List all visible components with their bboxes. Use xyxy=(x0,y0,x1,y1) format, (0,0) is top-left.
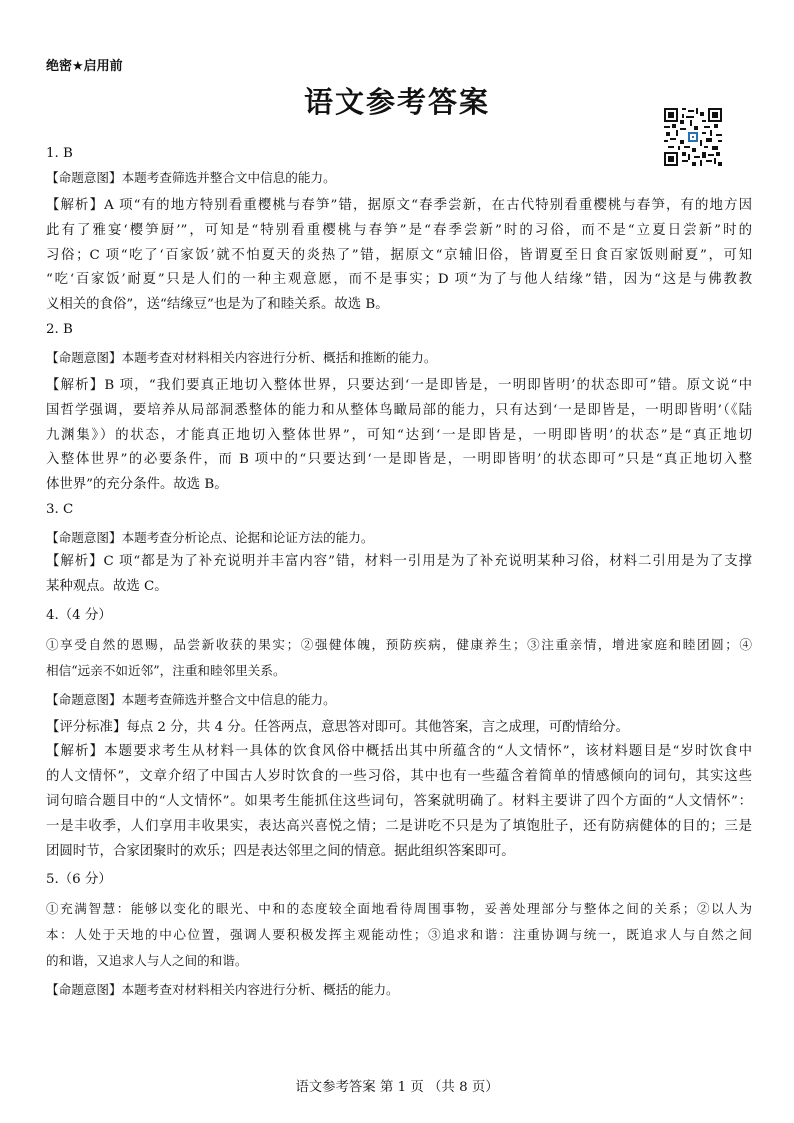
question-1-analysis-line: 【解析】A 项“有的地方特别看重樱桃与春笋”错，据原文“春季尝新，在古代特别看重樱桃与春笋，有的地方因 xyxy=(46,198,752,213)
question-3-analysis-line: 某种观点。故选 C。 xyxy=(46,578,168,594)
question-4-analysis-line: 词句暗合题目中的“人文情怀”。如果考生能抓住这些词句，答案就明确了。材料主要讲了四个方面的“人文情怀”： xyxy=(46,793,752,809)
question-1-analysis-line: “吃‘百家饭’耐夏”只是人们的一种主观意愿，而不是事实；D 项“为了与他人结缘”错，因为“这是与佛教教 xyxy=(46,272,752,288)
question-5-answer-line: 的和谐，又追求人与人之间的和谐。 xyxy=(46,953,248,969)
question-1-analysis-line: 义相关的食俗”，送“结缘豆”也是为了和睦关系。故选 B。 xyxy=(46,297,389,313)
question-4-analysis-line: 的人文情怀”，文章介绍了中国古人岁时饮食的一些习俗，其中也有一些蕴含着简单的情感倾向的词句，其实这些 xyxy=(46,769,752,785)
question-5-intent: 【命题意图】本题考查对材料相关内容进行分析、概括的能力。 xyxy=(46,982,399,998)
question-3-answer: 3. C xyxy=(46,501,74,517)
question-4-scoring: 【评分标准】每点 2 分，共 4 分。任答两点，意思答对即可。其他答案，言之成理，可酌情给分。 xyxy=(46,719,630,735)
page-title: 语文参考答案 xyxy=(303,85,490,119)
question-4-analysis-line: 【解析】本题要求考生从材料一具体的饮食风俗中概括出其中所蕴含的“人文情怀”，该材料题目是“岁时饮食中 xyxy=(46,744,752,760)
question-1-answer: 1. B xyxy=(46,146,73,161)
question-5-answer-line: ①充满智慧：能够以变化的眼光、中和的态度较全面地看待周围事物，妥善处理部分与整体之间的关系；②以人为 xyxy=(46,901,752,917)
question-1-intent: 【命题意图】本题考查筛选并整合文中信息的能力。 xyxy=(46,170,336,185)
question-2-answer: 2. B xyxy=(46,321,73,337)
question-2-analysis-line: 入整体世界”的必要条件，而 B 项中的“只要达到‘一是即皆是，一明即皆明’的状态即可”只是“真正地切入整 xyxy=(46,452,752,468)
question-5-answer-line: 本：人处于天地的中心位置，强调人要积极发挥主观能动性；③追求和谐：注重协调与统一，既追求人与自然之间 xyxy=(46,927,752,943)
question-2-analysis-line: 九渊集》）的状态，才能真正地切入整体世界”，可知“达到‘一是即皆是，一明即皆明’的状态”是“真正地切 xyxy=(46,427,752,443)
question-4-analysis-line: 团圆时节，合家团聚时的欢乐；四是表达邻里之间的情意。据此组织答案即可。 xyxy=(46,843,515,859)
question-4-analysis-line: 一是丰收季，人们享用丰收果实，表达高兴喜悦之情；二是讲吃不只是为了填饱肚子，还有防病健体的目的；三是 xyxy=(46,818,752,834)
answer-content xyxy=(46,142,752,1002)
question-4-answer-line: ①享受自然的恩赐，品尝新收获的果实；②强健体魄，预防疾病，健康养生；③注重亲情，增进家庭和睦团圆；④ xyxy=(46,636,752,652)
page-footer: 语文参考答案 第 1 页 （共 8 页） xyxy=(295,1080,499,1095)
question-1-analysis-line: 习俗；C 项“吃了‘百家饭’就不怕夏天的炎热了”错，据原文“京辅旧俗，皆谓夏至日食百家饭则耐夏”，可知 xyxy=(46,247,752,263)
question-4-intent: 【命题意图】本题考查筛选并整合文中信息的能力。 xyxy=(46,691,336,707)
question-2-analysis-line: 国哲学强调，要培养从局部洞悉整体的能力和从整体鸟瞰局部的能力，只有达到‘一是即皆是，一明即皆明’（《陆 xyxy=(46,402,752,418)
question-4-answer-line: 相信“远亲不如近邻”，注重和睦邻里关系。 xyxy=(46,662,286,678)
question-2-analysis-line: 体世界”的充分条件。故选 B。 xyxy=(46,477,228,493)
question-3-intent: 【命题意图】本题考查分析论点、论据和论证方法的能力。 xyxy=(46,529,374,545)
question-3-analysis-line: 【解析】C 项“都是为了补充说明并丰富内容”错，材料一引用是为了补充说明某种习俗，材料二引用是为了支撑 xyxy=(46,553,752,569)
question-2-analysis-line: 【解析】B 项，“我们要真正地切入整体世界，只要达到‘一是即皆是，一明即皆明’的状态即可”错。原文说“中 xyxy=(46,377,752,393)
question-5-heading: 5.（6 分） xyxy=(46,872,112,888)
question-2-intent: 【命题意图】本题考查对材料相关内容进行分析、概括和推断的能力。 xyxy=(46,349,437,365)
question-1-analysis-line: 此有了雅宴‘樱笋厨’”，可知是“特别看重樱桃与春笋”是“春季尝新”时的习俗，而不是“立夏日尝新”时的 xyxy=(46,222,752,238)
confidential-label: 绝密★启用前 xyxy=(46,59,123,74)
question-4-heading: 4.（4 分） xyxy=(46,607,112,623)
